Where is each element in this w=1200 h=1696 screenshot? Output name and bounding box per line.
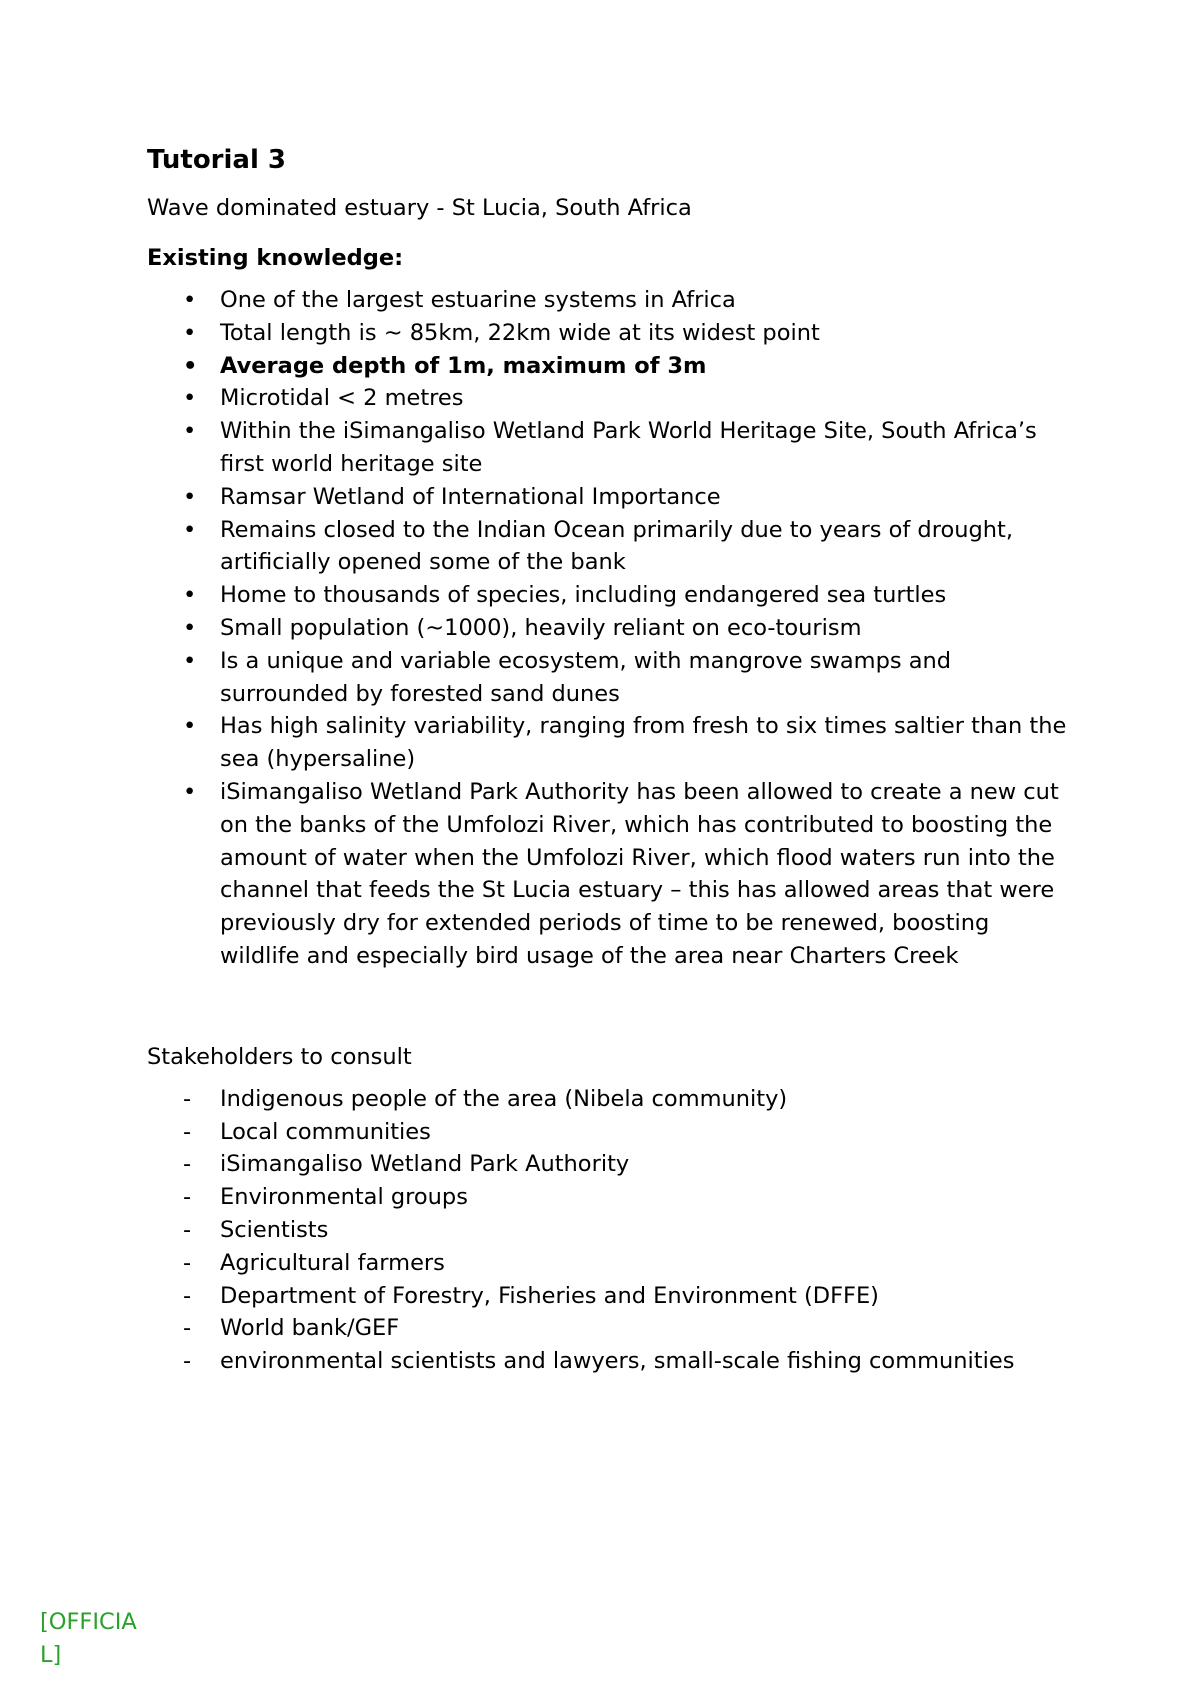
dash-marker: - xyxy=(183,1249,192,1276)
knowledge-item-text: Ramsar Wetland of International Importance xyxy=(220,483,721,510)
document-subtitle: Wave dominated estuary - St Lucia, South Africa xyxy=(147,195,692,221)
knowledge-item-text: Remains closed to the Indian Ocean primarily due to years of drought, artificially opened some of the bank xyxy=(220,516,1013,576)
knowledge-item xyxy=(147,645,1067,711)
knowledge-item xyxy=(147,710,1067,776)
bullet-marker: • xyxy=(183,483,197,510)
knowledge-item-text: Is a unique and variable ecosystem, with mangrove swamps and surrounded by forested sand dunes xyxy=(220,647,952,707)
bullet-marker: • xyxy=(183,385,197,412)
knowledge-item xyxy=(147,481,1067,514)
stakeholder-item xyxy=(147,1116,1067,1149)
dash-marker: - xyxy=(183,1216,192,1243)
bullet-marker: • xyxy=(183,352,198,379)
knowledge-item-text: Has high salinity variability, ranging from fresh to six times saltier than the sea (hypersaline) xyxy=(220,713,1067,773)
knowledge-item xyxy=(147,612,1067,645)
knowledge-item xyxy=(147,382,1067,415)
knowledge-item-text: Total length is ~ 85km, 22km wide at its widest point xyxy=(220,319,820,346)
stakeholder-item xyxy=(147,1280,1067,1313)
stakeholder-item-text: iSimangaliso Wetland Park Authority xyxy=(220,1151,630,1178)
stakeholder-item xyxy=(147,1214,1067,1247)
bullet-marker: • xyxy=(183,647,197,674)
knowledge-item-text: Microtidal < 2 metres xyxy=(220,385,464,412)
bullet-marker: • xyxy=(183,418,197,445)
knowledge-item xyxy=(147,350,1067,383)
existing-knowledge-list xyxy=(147,284,1067,973)
document-title: Tutorial 3 xyxy=(147,145,287,175)
stakeholders-list xyxy=(147,1083,1067,1378)
knowledge-item xyxy=(147,317,1067,350)
stakeholder-item xyxy=(147,1345,1067,1378)
stakeholder-item xyxy=(147,1181,1067,1214)
dash-marker: - xyxy=(183,1348,192,1375)
stakeholder-item xyxy=(147,1148,1067,1181)
dash-marker: - xyxy=(183,1151,192,1178)
knowledge-item xyxy=(147,284,1067,317)
dash-marker: - xyxy=(183,1315,192,1342)
knowledge-item-text: One of the largest estuarine systems in Africa xyxy=(220,287,736,313)
knowledge-item xyxy=(147,579,1067,612)
knowledge-item-text: Within the iSimangaliso Wetland Park World Heritage Site, South Africa’s first world heritage site xyxy=(220,418,1037,477)
dash-marker: - xyxy=(183,1282,192,1309)
bullet-marker: • xyxy=(183,713,197,740)
stakeholder-item-text: Agricultural farmers xyxy=(220,1249,445,1276)
document-page xyxy=(147,140,1067,1378)
stakeholder-item-text: World bank/GEF xyxy=(220,1315,400,1342)
stakeholder-item-text: environmental scientists and lawyers, small-scale fishing communities xyxy=(220,1348,1015,1375)
stakeholder-item xyxy=(147,1312,1067,1345)
knowledge-item-text: iSimangaliso Wetland Park Authority has been allowed to create a new cut on the banks of the Umfolozi River, which has contributed to boosting the amount of water when the Umfolozi River, which flood waters run into the channel that feeds the St Lucia estuary – this has allowed areas that were previously dry for extended periods of time to be renewed, boosting wildlife and especially bird usage of the area near Charters Creek xyxy=(220,778,1059,969)
bullet-marker: • xyxy=(183,582,197,609)
bullet-marker: • xyxy=(183,287,197,313)
knowledge-item xyxy=(147,776,1067,973)
bullet-marker: • xyxy=(183,516,197,543)
existing-knowledge-heading: Existing knowledge: xyxy=(147,245,404,271)
knowledge-item-text: Small population (~1000), heavily reliant on eco-tourism xyxy=(220,614,862,641)
dash-marker: - xyxy=(183,1118,192,1145)
stakeholder-item-text: Local communities xyxy=(220,1118,431,1145)
knowledge-item xyxy=(147,415,1067,481)
bullet-marker: • xyxy=(183,778,197,805)
stakeholder-item-text: Scientists xyxy=(220,1216,329,1243)
stakeholder-item-text: Indigenous people of the area (Nibela community) xyxy=(220,1085,788,1112)
section-spacer xyxy=(147,973,1067,1037)
bullet-marker: • xyxy=(183,319,197,346)
stakeholder-item xyxy=(147,1083,1067,1116)
dash-marker: - xyxy=(183,1085,192,1112)
dash-marker: - xyxy=(183,1184,192,1211)
knowledge-item xyxy=(147,514,1067,580)
bullet-marker: • xyxy=(183,614,197,641)
stakeholders-heading: Stakeholders to consult xyxy=(147,1043,412,1070)
stakeholder-item-text: Environmental groups xyxy=(220,1184,468,1211)
stakeholder-item-text: Department of Forestry, Fisheries and Environment (DFFE) xyxy=(220,1282,879,1309)
knowledge-item-text: Average depth of 1m, maximum of 3m xyxy=(220,352,707,379)
classification-label: [OFFICIAL] xyxy=(40,1609,137,1668)
knowledge-item-text: Home to thousands of species, including endangered sea turtles xyxy=(220,582,947,609)
stakeholder-item xyxy=(147,1247,1067,1280)
